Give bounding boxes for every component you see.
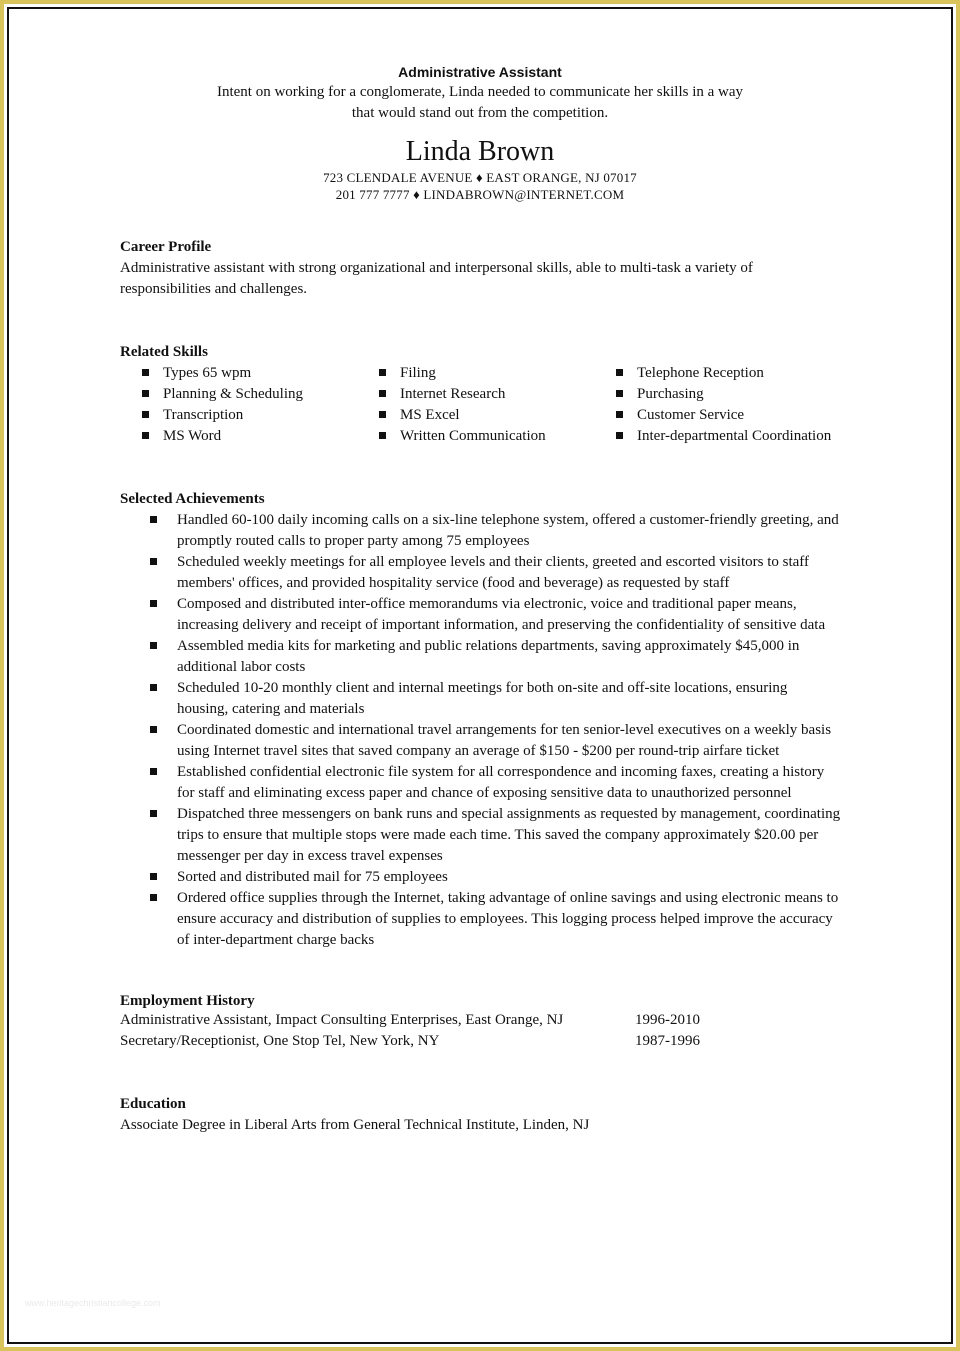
watermark-text: www.heritagechristiancollege.com: [25, 1298, 161, 1308]
job-description: Administrative Assistant, Impact Consulting Enterprises, East Orange, NJ: [120, 1012, 564, 1028]
square-bullet-icon: [150, 894, 157, 901]
square-bullet-icon: [142, 390, 149, 397]
square-bullet-icon: [150, 684, 157, 691]
job-years: 1996-2010: [635, 1012, 700, 1028]
skill-item: Internet Research: [357, 384, 546, 405]
resume-document: [120, 62, 850, 1136]
career-profile-section: [120, 237, 850, 300]
selected-achievements-heading: Selected Achievements: [120, 491, 265, 507]
square-bullet-icon: [616, 432, 623, 439]
skills-column-1: [120, 363, 303, 447]
skill-item: Planning & Scheduling: [120, 384, 303, 405]
skill-item: Customer Service: [594, 405, 831, 426]
skill-item: Purchasing: [594, 384, 831, 405]
achievement-item: Dispatched three messengers on bank runs and special assignments as requested by management, coordinating trips to ensure that multiple stops were made each time. This saved the company approximately $20.00 per messenger per day in excess travel expenses: [120, 804, 842, 867]
square-bullet-icon: [150, 873, 157, 880]
achievement-item: Scheduled 10-20 monthly client and internal meetings for both on-site and off-site locations, ensuring housing, catering and materials: [120, 678, 842, 720]
square-bullet-icon: [616, 369, 623, 376]
skills-column-3: [594, 363, 831, 447]
square-bullet-icon: [142, 432, 149, 439]
skill-item: Transcription: [120, 405, 303, 426]
square-bullet-icon: [150, 558, 157, 565]
phone-email-line: 201 777 7777 ♦ LINDABROWN@INTERNET.COM: [335, 187, 625, 202]
achievement-item: Assembled media kits for marketing and public relations departments, saving approximately $45,000 in additional labor costs: [120, 636, 842, 678]
related-skills-section: [120, 342, 850, 447]
career-profile-heading: Career Profile: [120, 239, 212, 255]
square-bullet-icon: [616, 411, 623, 418]
job-title: Administrative Assistant: [398, 64, 562, 80]
square-bullet-icon: [379, 390, 386, 397]
job-description: Secretary/Receptionist, One Stop Tel, New York, NY: [120, 1033, 440, 1049]
achievement-item: Established confidential electronic file system for all correspondence and incoming faxes, creating a history for staff and eliminating excess paper and chance of exposing sensitive data to unauthorized personnel: [120, 762, 842, 804]
skills-column-2: [357, 363, 546, 447]
employment-history-heading: Employment History: [120, 993, 255, 1009]
achievement-item: Ordered office supplies through the Internet, taking advantage of online savings and using electronic means to ensure accuracy and distribution of supplies to employees. This logging process helped improve the accuracy of inter-department charge backs: [120, 888, 842, 951]
job-row: [120, 1010, 850, 1031]
square-bullet-icon: [150, 516, 157, 523]
square-bullet-icon: [379, 369, 386, 376]
related-skills-heading: Related Skills: [120, 344, 208, 360]
skill-item: MS Excel: [357, 405, 546, 426]
selected-achievements-section: [120, 489, 850, 951]
square-bullet-icon: [150, 768, 157, 775]
skill-item: Written Communication: [357, 426, 546, 447]
skills-grid: [120, 363, 850, 447]
achievement-item: Coordinated domestic and international travel arrangements for ten senior-level executives on a weekly basis using Internet travel sites that saved company an average of $150 - $200 per round-trip airfare ticket: [120, 720, 842, 762]
square-bullet-icon: [150, 600, 157, 607]
skill-item: Types 65 wpm: [120, 363, 303, 384]
square-bullet-icon: [379, 432, 386, 439]
education-section: [120, 1094, 850, 1136]
address-line: 723 CLENDALE AVENUE ♦ EAST ORANGE, NJ 07017: [323, 170, 637, 185]
education-text: Associate Degree in Liberal Arts from General Technical Institute, Linden, NJ: [120, 1117, 590, 1133]
skill-item: Telephone Reception: [594, 363, 831, 384]
job-years: 1987-1996: [635, 1033, 700, 1049]
square-bullet-icon: [150, 810, 157, 817]
square-bullet-icon: [142, 369, 149, 376]
skill-item: Filing: [357, 363, 546, 384]
skill-item: MS Word: [120, 426, 303, 447]
employment-history-section: [120, 993, 850, 1052]
square-bullet-icon: [379, 411, 386, 418]
skill-item: Inter-departmental Coordination: [594, 426, 831, 447]
job-row: [120, 1031, 850, 1052]
resume-header: [120, 62, 840, 203]
career-profile-text: Administrative assistant with strong organizational and interpersonal skills, able to multi-task a variety of responsibilities and challenges.: [120, 260, 753, 297]
achievement-item: Composed and distributed inter-office memorandums via electronic, voice and traditional paper means, increasing delivery and receipt of important information, and preserving the confidentiality of sensitive data: [120, 594, 842, 636]
education-heading: Education: [120, 1096, 186, 1112]
intro-text: Intent on working for a conglomerate, Linda needed to communicate her skills in a way that would stand out from the competition.: [216, 84, 744, 121]
square-bullet-icon: [150, 642, 157, 649]
square-bullet-icon: [150, 726, 157, 733]
candidate-name: Linda Brown: [405, 136, 555, 167]
square-bullet-icon: [616, 390, 623, 397]
achievement-item: Sorted and distributed mail for 75 employees: [120, 867, 842, 888]
achievement-item: Handled 60-100 daily incoming calls on a six-line telephone system, offered a customer-friendly greeting, and promptly routed calls to proper party among 75 employees: [120, 510, 842, 552]
square-bullet-icon: [142, 411, 149, 418]
achievement-item: Scheduled weekly meetings for all employee levels and their clients, greeted and escorted visitors to staff members' offices, and provided hospitality service (food and beverage) as requested by staff: [120, 552, 842, 594]
